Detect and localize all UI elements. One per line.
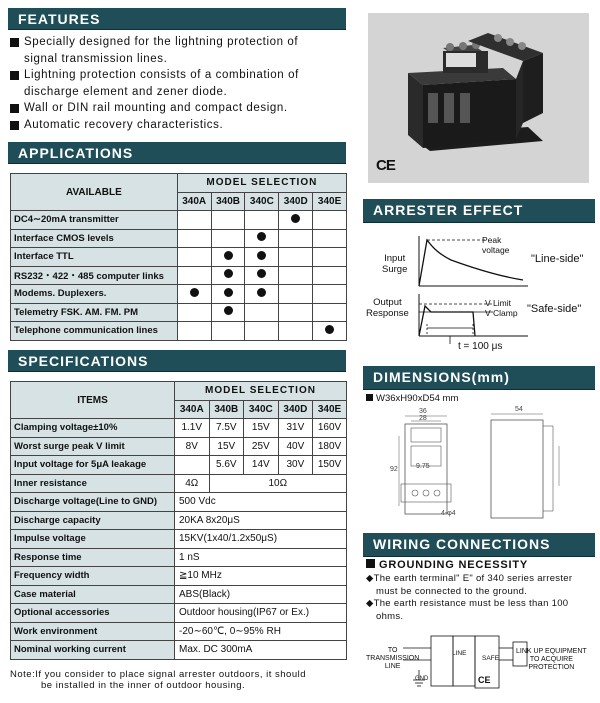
diamond-icon: ◆ xyxy=(366,598,374,609)
spec-model-2: 340C xyxy=(244,400,279,419)
grounding-title: GROUNDING NECESSITY xyxy=(366,559,528,571)
spec-row xyxy=(11,530,347,549)
application-cell xyxy=(211,248,245,267)
to-transmission-label: TO TRANSMISSION LINE xyxy=(366,647,420,670)
application-cell xyxy=(279,211,313,230)
application-cell xyxy=(313,285,347,304)
input-340b: 5.6V xyxy=(209,456,244,475)
spec-label: Case material xyxy=(11,585,175,604)
spec-model-0: 340A xyxy=(175,400,210,419)
v-clamp-label: V Clamp xyxy=(485,308,518,318)
surge-label: Worst surge peak V limit xyxy=(11,437,175,456)
feature-item-cont: signal transmission lines. xyxy=(24,52,168,65)
application-cell xyxy=(245,303,279,322)
resistance-340a: 4Ω xyxy=(175,474,210,493)
product-photo xyxy=(368,13,589,183)
application-cell xyxy=(177,248,211,267)
note-line-2: be installed in the inner of outdoor housing. xyxy=(41,680,246,691)
features-list xyxy=(10,34,350,133)
surge-340a: 8V xyxy=(175,437,210,456)
application-cell xyxy=(279,229,313,248)
arrester-effect-header: ARRESTER EFFECT xyxy=(363,199,595,223)
surge-row xyxy=(11,437,347,456)
note-line-1: Note:If you consider to place signal arrester outdoors, it should xyxy=(10,669,307,680)
application-cell xyxy=(177,322,211,341)
spec-label: Response time xyxy=(11,548,175,567)
application-cell xyxy=(211,322,245,341)
application-label: Modems. Duplexers. xyxy=(11,285,178,304)
clamping-340c: 15V xyxy=(244,419,279,438)
dim-54: 54 xyxy=(515,406,523,413)
application-cell xyxy=(211,266,245,285)
application-cell xyxy=(279,322,313,341)
selection-dot-icon xyxy=(190,288,199,297)
input-340d: 30V xyxy=(278,456,313,475)
arrester-device-image xyxy=(368,13,589,183)
spec-model-selection-header: MODEL SELECTION xyxy=(175,382,347,401)
clamping-340e: 160V xyxy=(313,419,347,438)
spec-label: Frequency width xyxy=(11,567,175,586)
application-cell xyxy=(279,266,313,285)
surge-340d: 40V xyxy=(278,437,313,456)
selection-dot-icon xyxy=(257,288,266,297)
selection-dot-icon xyxy=(257,269,266,278)
spec-value: -20∼60℃, 0∼95% RH xyxy=(175,622,347,641)
applications-table xyxy=(10,173,347,341)
application-row xyxy=(11,248,347,267)
spec-row xyxy=(11,493,347,512)
application-cell xyxy=(313,211,347,230)
resistance-other: 10Ω xyxy=(209,474,346,493)
application-label: Telemetry FSK. AM. FM. PM xyxy=(11,303,178,322)
input-label: Input voltage for 5μA leakage xyxy=(11,456,175,475)
spec-label: Work environment xyxy=(11,622,175,641)
spec-model-3: 340D xyxy=(278,400,313,419)
feature-item: Specially designed for the lightning protection of xyxy=(10,34,350,51)
app-model-0: 340A xyxy=(177,192,211,211)
spec-row xyxy=(11,548,347,567)
input-row xyxy=(11,456,347,475)
resistance-label: Inner resistance xyxy=(11,474,175,493)
specifications-header: SPECIFICATIONS xyxy=(8,350,346,372)
clamping-340a: 1.1V xyxy=(175,419,210,438)
application-cell xyxy=(211,211,245,230)
wiring-header: WIRING CONNECTIONS xyxy=(363,533,595,557)
spec-value: Max. DC 300mA xyxy=(175,641,347,660)
application-cell xyxy=(211,285,245,304)
application-cell xyxy=(245,266,279,285)
dim-hole: 4-φ4 xyxy=(441,510,456,517)
spec-row xyxy=(11,585,347,604)
selection-dot-icon xyxy=(224,306,233,315)
line-label: LINE xyxy=(452,650,467,657)
applications-header: APPLICATIONS xyxy=(8,142,346,164)
application-row xyxy=(11,285,347,304)
model-selection-header: MODEL SELECTION xyxy=(177,174,346,193)
input-340e: 150V xyxy=(313,456,347,475)
application-cell xyxy=(279,303,313,322)
clamping-340d: 31V xyxy=(278,419,313,438)
diamond-icon: ◆ xyxy=(366,573,374,584)
selection-dot-icon xyxy=(224,269,233,278)
resistance-row xyxy=(11,474,347,493)
spec-label: Optional accessories xyxy=(11,604,175,623)
application-row xyxy=(11,211,347,230)
application-row xyxy=(11,229,347,248)
gnd-label: GND xyxy=(415,676,429,682)
safe-side-label: "Safe-side" xyxy=(527,303,582,315)
selection-dot-icon xyxy=(291,214,300,223)
safe-label: SAFE xyxy=(482,655,499,662)
spec-label: Nominal working current xyxy=(11,641,175,660)
bullet-icon xyxy=(366,559,375,568)
spec-row xyxy=(11,604,347,623)
app-model-2: 340C xyxy=(245,192,279,211)
surge-340c: 25V xyxy=(244,437,279,456)
application-cell xyxy=(177,211,211,230)
spec-value: ≧10 MHz xyxy=(175,567,347,586)
spec-row xyxy=(11,511,347,530)
spec-value: 20KA 8x20μS xyxy=(175,511,347,530)
application-row xyxy=(11,266,347,285)
application-cell xyxy=(313,229,347,248)
feature-item: Wall or DIN rail mounting and compact design. xyxy=(10,100,350,117)
selection-dot-icon xyxy=(224,288,233,297)
items-header: ITEMS xyxy=(11,382,175,419)
ce-mark: CE xyxy=(376,157,395,174)
spec-label: Discharge voltage(Line to GND) xyxy=(11,493,175,512)
grounding-text: ◆The earth terminal" E" of 340 series arrester must be connected to the ground. ◆The earth resistance must be less than 100 ohms. xyxy=(366,573,573,622)
application-cell xyxy=(245,211,279,230)
available-header: AVAILABLE xyxy=(11,174,178,211)
selection-dot-icon xyxy=(224,251,233,260)
app-model-3: 340D xyxy=(279,192,313,211)
clamping-340b: 7.5V xyxy=(209,419,244,438)
surge-340e: 180V xyxy=(313,437,347,456)
app-model-4: 340E xyxy=(313,192,347,211)
application-cell xyxy=(313,303,347,322)
application-cell xyxy=(279,248,313,267)
arrester-effect-diagram xyxy=(363,228,595,358)
application-cell xyxy=(245,229,279,248)
application-cell xyxy=(177,285,211,304)
spec-value: 15KV(1x40/1.2x50μS) xyxy=(175,530,347,549)
spec-value: 500 Vdc xyxy=(175,493,347,512)
application-label: Interface CMOS levels xyxy=(11,229,178,248)
dim-92: 92 xyxy=(390,466,398,473)
time-label: t = 100 μs xyxy=(458,341,503,352)
selection-dot-icon xyxy=(257,232,266,241)
v-limit-label: V Limit xyxy=(485,298,511,308)
input-340a xyxy=(175,456,210,475)
output-response-label: Output Response xyxy=(366,297,409,319)
specifications-table xyxy=(10,381,347,660)
application-cell xyxy=(177,266,211,285)
note xyxy=(10,669,355,691)
application-cell xyxy=(211,229,245,248)
application-row xyxy=(11,322,347,341)
dimensions-size: W36xH90xD54 mm xyxy=(366,393,458,404)
application-cell xyxy=(245,322,279,341)
spec-label: Discharge capacity xyxy=(11,511,175,530)
application-cell xyxy=(279,285,313,304)
application-cell xyxy=(177,229,211,248)
spec-label: Impulse voltage xyxy=(11,530,175,549)
app-model-1: 340B xyxy=(211,192,245,211)
spec-model-1: 340B xyxy=(209,400,244,419)
wiring-ce-label: CE xyxy=(478,675,491,685)
spec-row xyxy=(11,622,347,641)
spec-row xyxy=(11,567,347,586)
application-cell xyxy=(245,285,279,304)
spec-model-4: 340E xyxy=(313,400,347,419)
application-cell xyxy=(177,303,211,322)
input-surge-label: Input Surge xyxy=(382,253,408,275)
dim-28: 28 xyxy=(419,415,427,422)
application-cell xyxy=(211,303,245,322)
spec-row xyxy=(11,641,347,660)
spec-value: ABS(Black) xyxy=(175,585,347,604)
clamping-row xyxy=(11,419,347,438)
peak-voltage-label: Peak voltage xyxy=(482,235,510,255)
application-cell xyxy=(313,248,347,267)
application-row xyxy=(11,303,347,322)
application-label: Interface TTL xyxy=(11,248,178,267)
dim-36: 36 xyxy=(419,408,427,415)
spec-value: Outdoor housing(IP67 or Ex.) xyxy=(175,604,347,623)
feature-item: Automatic recovery characteristics. xyxy=(10,117,350,134)
selection-dot-icon xyxy=(325,325,334,334)
application-label: Telephone communication lines xyxy=(11,322,178,341)
features-header: FEATURES xyxy=(8,8,346,30)
application-cell xyxy=(313,266,347,285)
input-340c: 14V xyxy=(244,456,279,475)
feature-item: Lightning protection consists of a combination of xyxy=(10,67,350,84)
clamping-label: Clamping voltage±10% xyxy=(11,419,175,438)
application-cell xyxy=(245,248,279,267)
application-label: RS232・422・485 computer links xyxy=(11,266,178,285)
link-up-label: LINK UP EQUIPMENT TO ACQUIRE PROTECTION xyxy=(516,648,587,671)
line-side-label: "Line-side" xyxy=(531,253,584,265)
dimensions-header: DIMENSIONS(mm) xyxy=(363,366,595,390)
application-cell xyxy=(313,322,347,341)
surge-340b: 15V xyxy=(209,437,244,456)
feature-item-cont: discharge element and zener diode. xyxy=(24,85,228,98)
spec-value: 1 nS xyxy=(175,548,347,567)
application-label: DC4∼20mA transmitter xyxy=(11,211,178,230)
bullet-icon xyxy=(366,394,373,401)
dim-975: 9.75 xyxy=(416,463,430,470)
selection-dot-icon xyxy=(257,251,266,260)
